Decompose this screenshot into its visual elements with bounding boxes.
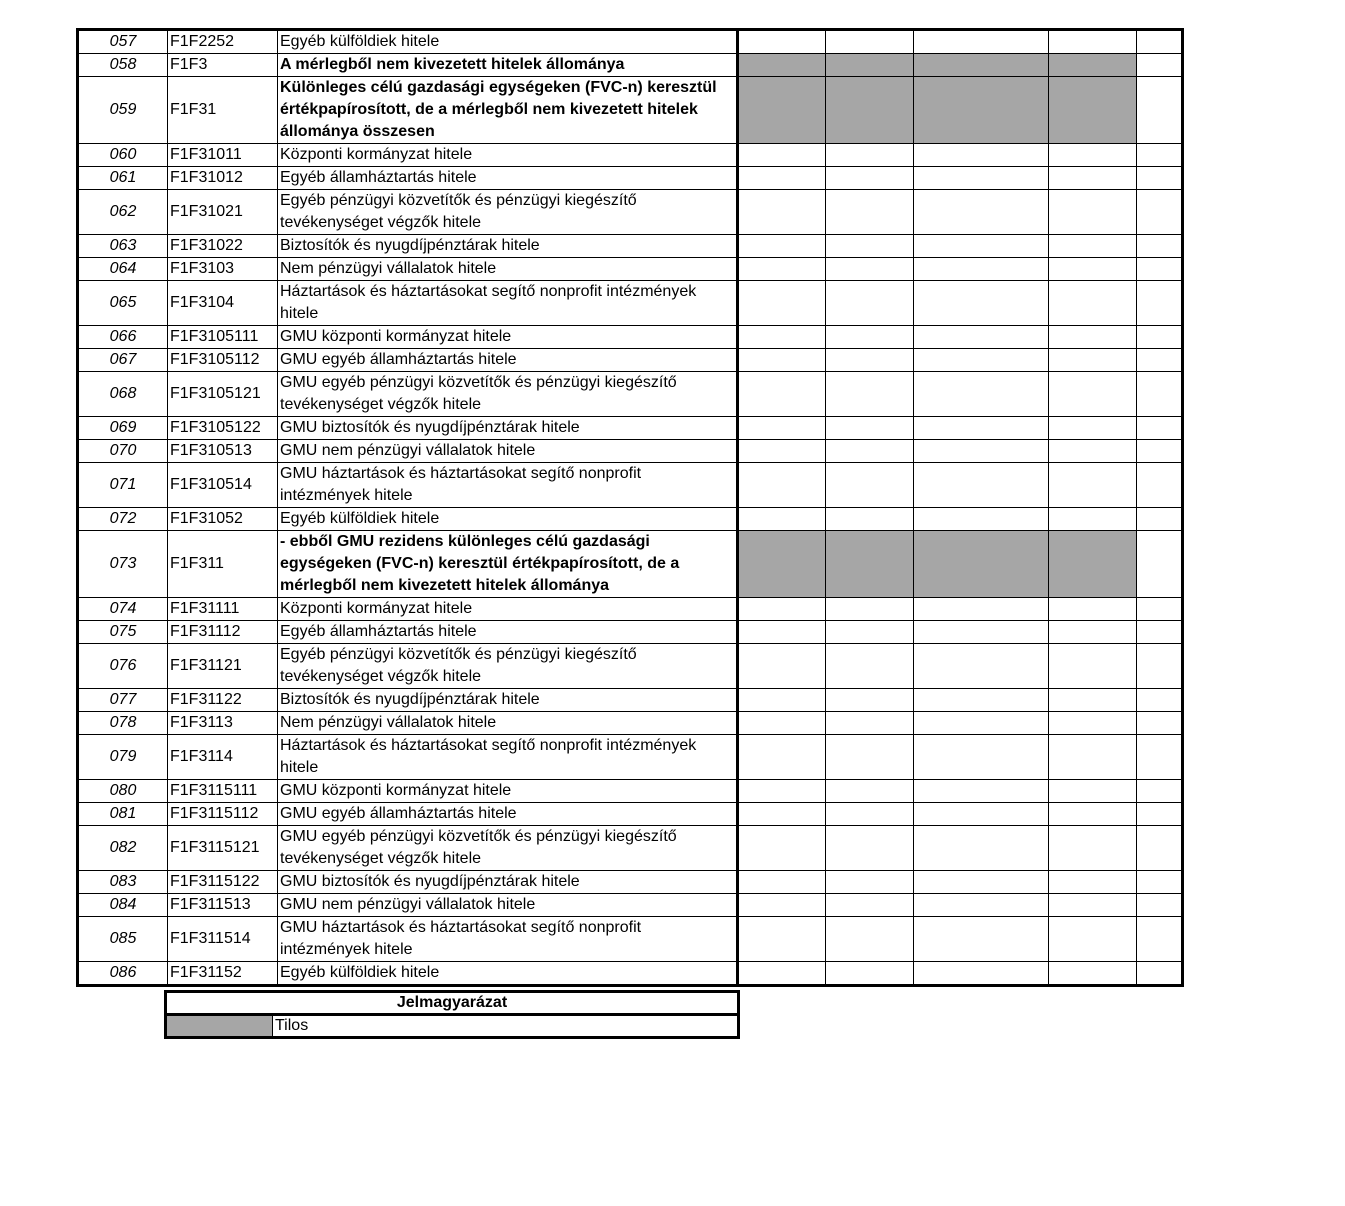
value-cell[interactable]	[1049, 894, 1137, 917]
value-cell[interactable]	[826, 871, 914, 894]
value-cell[interactable]	[738, 372, 826, 417]
value-cell[interactable]	[826, 598, 914, 621]
table-row	[78, 644, 1183, 689]
row-number: 081	[78, 803, 168, 826]
value-cell[interactable]	[914, 803, 1049, 826]
row-code: F1F31122	[168, 689, 278, 712]
row-number: 058	[78, 54, 168, 77]
value-cell[interactable]	[738, 440, 826, 463]
legend-header-row	[166, 992, 739, 1015]
value-cell[interactable]	[914, 894, 1049, 917]
value-cell[interactable]	[914, 621, 1049, 644]
value-cell[interactable]	[1137, 463, 1183, 508]
value-cell[interactable]	[826, 235, 914, 258]
value-cell[interactable]	[826, 826, 914, 871]
row-description: Egyéb pénzügyi közvetítők és pénzügyi kiegészítő tevékenységet végzők hitele	[278, 644, 738, 689]
table-row	[78, 689, 1183, 712]
value-cell[interactable]	[826, 780, 914, 803]
row-description: Központi kormányzat hitele	[278, 144, 738, 167]
row-code: F1F31112	[168, 621, 278, 644]
value-cell[interactable]	[914, 372, 1049, 417]
value-cell[interactable]	[914, 281, 1049, 326]
row-description: Központi kormányzat hitele	[278, 598, 738, 621]
row-number: 080	[78, 780, 168, 803]
row-number: 068	[78, 372, 168, 417]
row-code: F1F31021	[168, 190, 278, 235]
value-cell[interactable]	[1049, 621, 1137, 644]
legend-label: Tilos	[273, 1015, 739, 1038]
row-code: F1F31052	[168, 508, 278, 531]
row-code: F1F310513	[168, 440, 278, 463]
value-cell[interactable]	[1137, 689, 1183, 712]
value-cell[interactable]	[826, 962, 914, 986]
value-cell[interactable]	[826, 803, 914, 826]
table-row	[78, 30, 1183, 54]
table-row	[78, 712, 1183, 735]
value-cell[interactable]	[1137, 349, 1183, 372]
value-cell[interactable]	[914, 144, 1049, 167]
value-cell[interactable]	[738, 349, 826, 372]
value-cell[interactable]	[1049, 190, 1137, 235]
table-row	[78, 440, 1183, 463]
value-cell[interactable]	[738, 235, 826, 258]
row-number: 075	[78, 621, 168, 644]
value-cell[interactable]	[1137, 144, 1183, 167]
row-number: 062	[78, 190, 168, 235]
value-cell[interactable]	[1137, 30, 1183, 54]
value-cell[interactable]	[1137, 962, 1183, 986]
value-cell[interactable]	[1137, 780, 1183, 803]
disabled-cell	[914, 531, 1049, 598]
value-cell[interactable]	[826, 258, 914, 281]
value-cell[interactable]	[1137, 167, 1183, 190]
value-cell[interactable]	[1137, 871, 1183, 894]
value-cell[interactable]	[1137, 735, 1183, 780]
value-cell[interactable]	[1137, 372, 1183, 417]
table-row	[78, 190, 1183, 235]
disabled-cell	[738, 531, 826, 598]
table-row	[78, 962, 1183, 986]
row-description: Egyéb külföldiek hitele	[278, 962, 738, 986]
value-cell[interactable]	[914, 689, 1049, 712]
row-code: F1F31121	[168, 644, 278, 689]
value-cell[interactable]	[738, 712, 826, 735]
value-cell[interactable]	[826, 167, 914, 190]
table-row	[78, 803, 1183, 826]
row-description: Egyéb külföldiek hitele	[278, 30, 738, 54]
disabled-cell	[826, 77, 914, 144]
row-description: Nem pénzügyi vállalatok hitele	[278, 712, 738, 735]
value-cell[interactable]	[1137, 644, 1183, 689]
value-cell[interactable]	[914, 190, 1049, 235]
value-cell[interactable]	[1137, 281, 1183, 326]
row-code: F1F311514	[168, 917, 278, 962]
value-cell[interactable]	[914, 735, 1049, 780]
table-row	[78, 894, 1183, 917]
value-cell[interactable]	[738, 167, 826, 190]
value-cell[interactable]	[1049, 712, 1137, 735]
disabled-cell	[914, 54, 1049, 77]
value-cell[interactable]	[826, 417, 914, 440]
disabled-cell	[738, 77, 826, 144]
value-cell[interactable]	[1049, 167, 1137, 190]
row-description: Háztartások és háztartásokat segítő nonprofit intézmények hitele	[278, 735, 738, 780]
row-description: GMU nem pénzügyi vállalatok hitele	[278, 440, 738, 463]
value-cell[interactable]	[1137, 712, 1183, 735]
row-number: 076	[78, 644, 168, 689]
value-cell[interactable]	[1049, 598, 1137, 621]
value-cell[interactable]	[738, 326, 826, 349]
row-number: 065	[78, 281, 168, 326]
row-number: 059	[78, 77, 168, 144]
row-code: F1F311	[168, 531, 278, 598]
value-cell[interactable]	[826, 440, 914, 463]
value-cell[interactable]	[1049, 508, 1137, 531]
value-cell[interactable]	[826, 326, 914, 349]
row-description: - ebből GMU rezidens különleges célú gazdasági egységeken (FVC-n) keresztül értékpapírosított, de a mérlegből nem kivezetett hitelek állománya	[278, 531, 738, 598]
value-cell[interactable]	[738, 689, 826, 712]
row-description: Egyéb államháztartás hitele	[278, 167, 738, 190]
value-cell[interactable]	[914, 962, 1049, 986]
row-description: GMU egyéb államháztartás hitele	[278, 349, 738, 372]
value-cell[interactable]	[1049, 349, 1137, 372]
row-code: F1F31012	[168, 167, 278, 190]
row-number: 067	[78, 349, 168, 372]
value-cell[interactable]	[1049, 440, 1137, 463]
value-cell[interactable]	[738, 871, 826, 894]
value-cell[interactable]	[914, 258, 1049, 281]
row-description: Különleges célú gazdasági egységeken (FVC-n) keresztül értékpapírosított, de a mérlegből nem kivezetett hitelek állománya összesen	[278, 77, 738, 144]
table-row	[78, 167, 1183, 190]
table-row	[78, 508, 1183, 531]
row-number: 078	[78, 712, 168, 735]
value-cell[interactable]	[826, 372, 914, 417]
data-table	[76, 28, 1184, 987]
legend-item-row	[166, 1015, 739, 1038]
row-code: F1F3105121	[168, 372, 278, 417]
table-row	[78, 417, 1183, 440]
value-cell[interactable]	[738, 598, 826, 621]
value-cell[interactable]	[826, 349, 914, 372]
value-cell[interactable]	[826, 281, 914, 326]
value-cell[interactable]	[1137, 531, 1183, 598]
row-number: 086	[78, 962, 168, 986]
row-code: F1F3105112	[168, 349, 278, 372]
row-number: 060	[78, 144, 168, 167]
table-row	[78, 917, 1183, 962]
disabled-cell	[914, 77, 1049, 144]
value-cell[interactable]	[914, 30, 1049, 54]
row-description: Egyéb pénzügyi közvetítők és pénzügyi kiegészítő tevékenységet végzők hitele	[278, 190, 738, 235]
row-number: 061	[78, 167, 168, 190]
row-code: F1F31	[168, 77, 278, 144]
row-code: F1F3115112	[168, 803, 278, 826]
row-code: F1F31111	[168, 598, 278, 621]
value-cell[interactable]	[826, 894, 914, 917]
table-row	[78, 531, 1183, 598]
value-cell[interactable]	[1137, 803, 1183, 826]
row-number: 064	[78, 258, 168, 281]
value-cell[interactable]	[914, 871, 1049, 894]
value-cell[interactable]	[914, 440, 1049, 463]
disabled-cell	[826, 54, 914, 77]
value-cell[interactable]	[1049, 326, 1137, 349]
row-number: 066	[78, 326, 168, 349]
row-description: Egyéb külföldiek hitele	[278, 508, 738, 531]
value-cell[interactable]	[1049, 871, 1137, 894]
value-cell[interactable]	[1049, 780, 1137, 803]
value-cell[interactable]	[738, 826, 826, 871]
value-cell[interactable]	[738, 962, 826, 986]
value-cell[interactable]	[914, 780, 1049, 803]
row-number: 071	[78, 463, 168, 508]
value-cell[interactable]	[1137, 417, 1183, 440]
value-cell[interactable]	[914, 349, 1049, 372]
row-code: F1F3105122	[168, 417, 278, 440]
row-number: 063	[78, 235, 168, 258]
row-code: F1F311513	[168, 894, 278, 917]
row-number: 070	[78, 440, 168, 463]
value-cell[interactable]	[1137, 440, 1183, 463]
row-code: F1F3115122	[168, 871, 278, 894]
value-cell[interactable]	[1137, 54, 1183, 77]
row-code: F1F3113	[168, 712, 278, 735]
disabled-cell	[1049, 54, 1137, 77]
table-row	[78, 326, 1183, 349]
table-row	[78, 871, 1183, 894]
row-description: GMU biztosítók és nyugdíjpénztárak hitele	[278, 871, 738, 894]
row-code: F1F2252	[168, 30, 278, 54]
value-cell[interactable]	[738, 894, 826, 917]
row-description: GMU egyéb államháztartás hitele	[278, 803, 738, 826]
value-cell[interactable]	[738, 417, 826, 440]
value-cell[interactable]	[1049, 826, 1137, 871]
row-code: F1F31152	[168, 962, 278, 986]
value-cell[interactable]	[826, 508, 914, 531]
value-cell[interactable]	[1049, 235, 1137, 258]
table-row	[78, 780, 1183, 803]
row-code: F1F3114	[168, 735, 278, 780]
value-cell[interactable]	[1137, 77, 1183, 144]
row-number: 083	[78, 871, 168, 894]
value-cell[interactable]	[1137, 598, 1183, 621]
value-cell[interactable]	[1049, 735, 1137, 780]
value-cell[interactable]	[826, 463, 914, 508]
value-cell[interactable]	[914, 508, 1049, 531]
row-description: GMU központi kormányzat hitele	[278, 326, 738, 349]
table-row	[78, 826, 1183, 871]
value-cell[interactable]	[826, 621, 914, 644]
disabled-cell	[826, 531, 914, 598]
row-number: 084	[78, 894, 168, 917]
value-cell[interactable]	[1049, 372, 1137, 417]
value-cell[interactable]	[1137, 190, 1183, 235]
row-code: F1F310514	[168, 463, 278, 508]
table-row	[78, 235, 1183, 258]
row-code: F1F3104	[168, 281, 278, 326]
row-description: GMU biztosítók és nyugdíjpénztárak hitele	[278, 417, 738, 440]
value-cell[interactable]	[738, 281, 826, 326]
row-description: GMU háztartások és háztartásokat segítő nonprofit intézmények hitele	[278, 463, 738, 508]
value-cell[interactable]	[1049, 803, 1137, 826]
disabled-cell	[1049, 77, 1137, 144]
row-number: 082	[78, 826, 168, 871]
value-cell[interactable]	[826, 917, 914, 962]
value-cell[interactable]	[914, 598, 1049, 621]
row-number: 057	[78, 30, 168, 54]
row-description: GMU központi kormányzat hitele	[278, 780, 738, 803]
row-number: 079	[78, 735, 168, 780]
value-cell[interactable]	[738, 917, 826, 962]
table-body	[78, 30, 1183, 986]
value-cell[interactable]	[1049, 463, 1137, 508]
disabled-cell	[1049, 531, 1137, 598]
value-cell[interactable]	[1049, 917, 1137, 962]
value-cell[interactable]	[738, 621, 826, 644]
value-cell[interactable]	[738, 144, 826, 167]
value-cell[interactable]	[1049, 144, 1137, 167]
row-code: F1F31011	[168, 144, 278, 167]
row-number: 085	[78, 917, 168, 962]
row-number: 077	[78, 689, 168, 712]
value-cell[interactable]	[738, 508, 826, 531]
value-cell[interactable]	[826, 644, 914, 689]
value-cell[interactable]	[1137, 508, 1183, 531]
table-row	[78, 349, 1183, 372]
row-description: GMU egyéb pénzügyi közvetítők és pénzügyi kiegészítő tevékenységet végzők hitele	[278, 826, 738, 871]
value-cell[interactable]	[914, 917, 1049, 962]
value-cell[interactable]	[826, 190, 914, 235]
value-cell[interactable]	[1137, 258, 1183, 281]
table-row	[78, 598, 1183, 621]
value-cell[interactable]	[738, 780, 826, 803]
row-description: Biztosítók és nyugdíjpénztárak hitele	[278, 235, 738, 258]
table-row	[78, 372, 1183, 417]
row-code: F1F3115121	[168, 826, 278, 871]
value-cell[interactable]	[738, 258, 826, 281]
value-cell[interactable]	[1049, 689, 1137, 712]
row-description: Biztosítók és nyugdíjpénztárak hitele	[278, 689, 738, 712]
value-cell[interactable]	[1049, 258, 1137, 281]
value-cell[interactable]	[826, 712, 914, 735]
value-cell[interactable]	[914, 235, 1049, 258]
row-code: F1F3115111	[168, 780, 278, 803]
table-row	[78, 77, 1183, 144]
value-cell[interactable]	[914, 417, 1049, 440]
value-cell[interactable]	[1049, 281, 1137, 326]
row-description: Háztartások és háztartásokat segítő nonprofit intézmények hitele	[278, 281, 738, 326]
value-cell[interactable]	[826, 144, 914, 167]
value-cell[interactable]	[914, 826, 1049, 871]
value-cell[interactable]	[738, 30, 826, 54]
table-row	[78, 735, 1183, 780]
value-cell[interactable]	[1049, 962, 1137, 986]
value-cell[interactable]	[738, 803, 826, 826]
value-cell[interactable]	[1137, 235, 1183, 258]
row-number: 072	[78, 508, 168, 531]
row-description: Egyéb államháztartás hitele	[278, 621, 738, 644]
row-number: 069	[78, 417, 168, 440]
value-cell[interactable]	[1049, 644, 1137, 689]
row-number: 073	[78, 531, 168, 598]
value-cell[interactable]	[738, 190, 826, 235]
row-code: F1F3	[168, 54, 278, 77]
row-code: F1F3103	[168, 258, 278, 281]
value-cell[interactable]	[914, 712, 1049, 735]
value-cell[interactable]	[1137, 894, 1183, 917]
row-code: F1F31022	[168, 235, 278, 258]
legend-swatch	[166, 1015, 273, 1038]
value-cell[interactable]	[826, 30, 914, 54]
table-row	[78, 463, 1183, 508]
value-cell[interactable]	[1049, 30, 1137, 54]
row-number: 074	[78, 598, 168, 621]
table-row	[78, 281, 1183, 326]
row-description: Nem pénzügyi vállalatok hitele	[278, 258, 738, 281]
value-cell[interactable]	[914, 167, 1049, 190]
legend-title: Jelmagyarázat	[166, 992, 739, 1015]
row-description: GMU egyéb pénzügyi közvetítők és pénzügyi kiegészítő tevékenységet végzők hitele	[278, 372, 738, 417]
row-description: A mérlegből nem kivezetett hitelek állománya	[278, 54, 738, 77]
value-cell[interactable]	[1137, 917, 1183, 962]
legend-table	[164, 990, 740, 1039]
value-cell[interactable]	[1137, 826, 1183, 871]
value-cell[interactable]	[826, 689, 914, 712]
table-row	[78, 621, 1183, 644]
value-cell[interactable]	[1137, 326, 1183, 349]
value-cell[interactable]	[914, 463, 1049, 508]
value-cell[interactable]	[826, 735, 914, 780]
row-description: GMU nem pénzügyi vállalatok hitele	[278, 894, 738, 917]
table-row	[78, 258, 1183, 281]
row-description: GMU háztartások és háztartásokat segítő nonprofit intézmények hitele	[278, 917, 738, 962]
value-cell[interactable]	[914, 326, 1049, 349]
value-cell[interactable]	[1137, 621, 1183, 644]
value-cell[interactable]	[738, 463, 826, 508]
disabled-cell	[738, 54, 826, 77]
value-cell[interactable]	[914, 644, 1049, 689]
value-cell[interactable]	[1049, 417, 1137, 440]
table-row	[78, 54, 1183, 77]
table-row	[78, 144, 1183, 167]
value-cell[interactable]	[738, 644, 826, 689]
value-cell[interactable]	[738, 735, 826, 780]
row-code: F1F3105111	[168, 326, 278, 349]
